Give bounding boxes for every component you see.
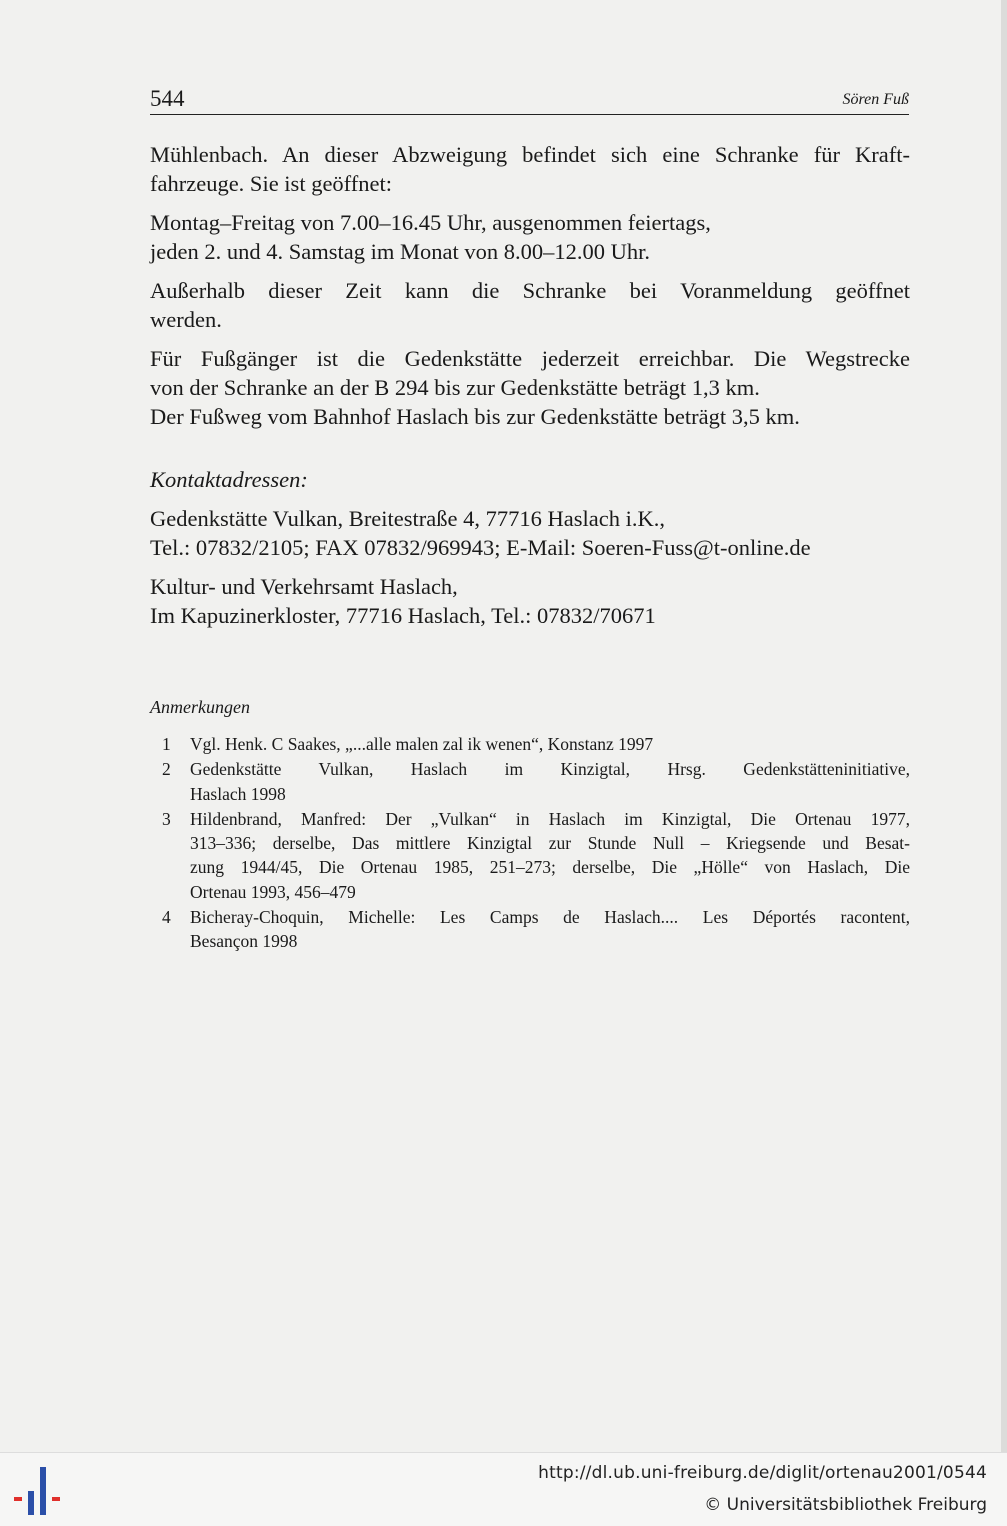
- footnote-number: 4: [162, 907, 171, 928]
- page-header: [150, 84, 909, 115]
- text-line: Haslach 1998: [190, 783, 286, 804]
- text-line: Mühlenbach. An dieser Abzweigung befindet sich eine Schranke für Kraft-: [150, 142, 910, 167]
- paragraph: [150, 140, 910, 198]
- footnote-text: [190, 757, 910, 806]
- text-line: Der Fußweg vom Bahnhof Haslach bis zur Gedenkstätte beträgt 3,5 km.: [150, 404, 800, 429]
- page-number: 544: [150, 86, 185, 111]
- permalink-url[interactable]: http://dl.ub.uni-freiburg.de/diglit/ortenau2001/0544: [538, 1463, 987, 1483]
- text-line: Montag–Freitag von 7.00–16.45 Uhr, ausgenommen feiertags,: [150, 210, 711, 235]
- footnote-number: 2: [162, 759, 171, 780]
- text-line: Gedenkstätte Vulkan, Breitestraße 4, 77716 Haslach i.K.,: [150, 506, 665, 531]
- running-head: Sören Fuß: [842, 91, 909, 108]
- paragraph: [150, 276, 910, 334]
- contact-address: [150, 504, 910, 562]
- text-line: Vgl. Henk. C Saakes, „...alle malen zal ik wenen“, Konstanz 1997: [190, 734, 654, 754]
- text-line: von der Schranke an der B 294 bis zur Gedenkstätte beträgt 1,3 km.: [150, 375, 760, 400]
- text-line: Gedenkstätte Vulkan, Haslach im Kinzigtal, Hrsg. Gedenkstätteninitiative,: [190, 759, 910, 780]
- text-line: Besançon 1998: [190, 931, 298, 952]
- paragraph: [150, 344, 910, 431]
- text-line: Im Kapuzinerkloster, 77716 Haslach, Tel.: 07832/70671: [150, 603, 656, 628]
- footnote-text: [190, 807, 910, 904]
- text-line: werden.: [150, 307, 222, 332]
- footnotes-list: [150, 732, 910, 955]
- footnote: [150, 807, 910, 904]
- text-line: Hildenbrand, Manfred: Der „Vulkan“ in Haslach im Kinzigtal, Die Ortenau 1977,: [190, 808, 910, 829]
- footnote-text: [190, 732, 910, 756]
- text-line: Außerhalb dieser Zeit kann die Schranke bei Voranmeldung geöffnet: [150, 278, 910, 303]
- text-line: Ortenau 1993, 456–479: [190, 881, 356, 902]
- ub-freiburg-logo-icon: [14, 1465, 64, 1515]
- copyright-text: © Universitätsbibliothek Freiburg: [704, 1495, 987, 1515]
- text-line: jeden 2. und 4. Samstag im Monat von 8.00–12.00 Uhr.: [150, 239, 650, 264]
- text-line: fahrzeuge. Sie ist geöffnet:: [150, 171, 392, 196]
- footnote: [150, 732, 910, 756]
- viewer-footer: [0, 1452, 1007, 1526]
- text-line: Für Fußgänger ist die Gedenkstätte jederzeit erreichbar. Die Wegstrecke: [150, 346, 910, 371]
- notes-heading: Anmerkungen: [150, 697, 250, 717]
- paragraph: [150, 208, 910, 266]
- text-line: Bicheray-Choquin, Michelle: Les Camps de Haslach.... Les Déportés racontent,: [190, 907, 910, 928]
- text-line: Kultur- und Verkehrsamt Haslach,: [150, 574, 458, 599]
- footnote-number: 3: [162, 808, 171, 829]
- page-edge: [1001, 0, 1007, 1452]
- text-line: 313–336; derselbe, Das mittlere Kinzigtal zur Stunde Null – Kriegsende und Besat-: [190, 833, 910, 854]
- footnote: [150, 757, 910, 806]
- text-line: Tel.: 07832/2105; FAX 07832/969943; E-Mail: Soeren-Fuss@t-online.de: [150, 535, 811, 560]
- footnote-text: [190, 905, 910, 954]
- body-text: [150, 140, 910, 640]
- footnote-number: 1: [162, 734, 171, 754]
- footnote: [150, 905, 910, 954]
- contact-address: [150, 572, 910, 630]
- contact-heading: Kontaktadressen:: [150, 467, 308, 492]
- text-line: zung 1944/45, Die Ortenau 1985, 251–273; derselbe, Die „Hölle“ von Haslach, Die: [190, 857, 910, 878]
